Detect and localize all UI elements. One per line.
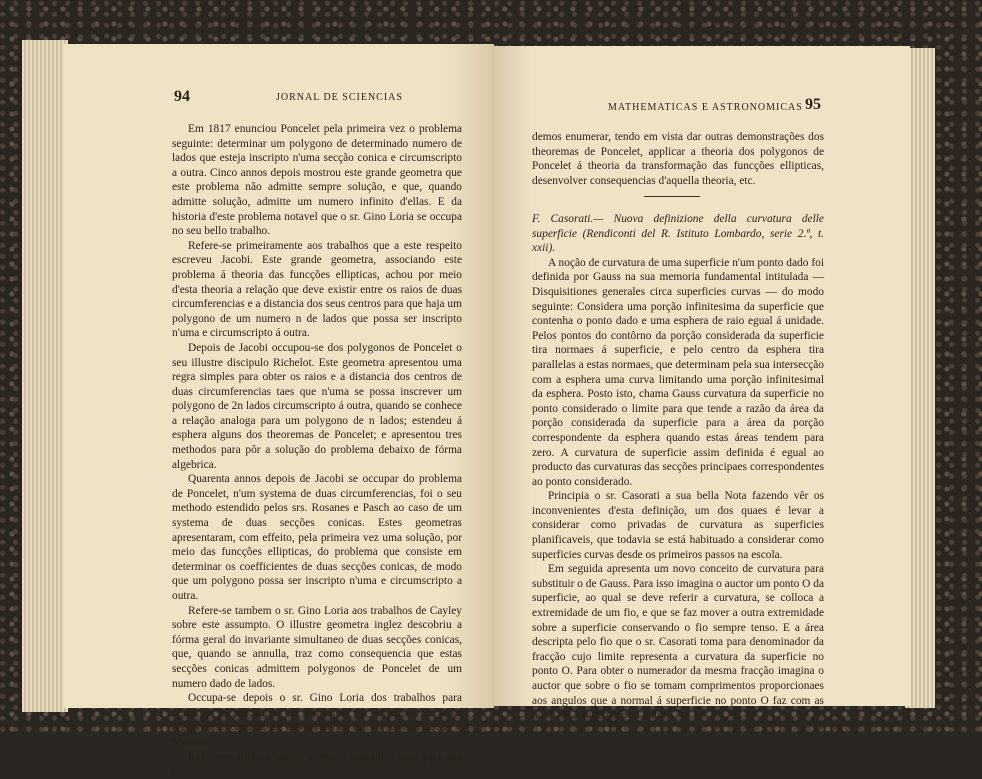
paragraph: Occupa-se depois o sr. Gino Loria dos trabalhos para resolver o problema de Poncelet por meios puramente algebricos, referindo-se aos trabalhos de Mention, Puiseux e Moutard.	[172, 692, 462, 748]
right-body	[532, 130, 824, 188]
paragraph: Quarenta annos depois de Jacobi se occupar do problema de Poncelet, n'um systema de duas circumferencias, foi o seu methodo estendido pelos srs. Rosanes e Pasch ao caso de um systema de duas secções conicas. Estes geometras apresentaram, com effeito, pela primeira vez uma solução, por meio das funcções ellipticas, do problema que consiste em determinar os coefficientes de duas secções conicas, de modo que um polygono possa ser inscripto n'uma e circumscripto a outra.	[172, 473, 462, 602]
paragraph: Depois de Jacobi occupou-se dos polygonos de Poncelet o seu illustre discipulo Richelot. Este geometra apresentou uma regra simples para obter os raios e a distancia dos centros de duas circumferencias taes que n'uma se possa inscrever um polygono de 2n lados circumscripto á outra, quando se conhece a relação analoga para um polygono de n lados; estendeu á esphera alguns dos theoremas de Poncelet; e apresentou tres methodos para pôr a solução do problema debaixo de fórma algebrica.	[172, 341, 462, 471]
entry-author: F. Casorati.	[532, 213, 594, 225]
running-head: MATHEMATICAS E ASTRONOMICAS	[608, 102, 803, 113]
entry-source: (Rendiconti del R. Istituto Lombardo, serie 2.ª, t. xxii).	[532, 227, 824, 255]
page-number: 94	[174, 88, 190, 105]
paragraph: Em 1817 enunciou Poncelet pela primeira vez o problema seguinte: determinar um polygono de determinado numero de lados que esteja inscripto n'uma secção conica e circumscripto a outra. Cinco annos depois mostrou este grande geometra que este problema não admitte sempre solução, e que, quando admitte solução, admitte um numero infinito d'ellas. E da historia d'este problema notavel que o sr. Gino Loria se occupa no seu bello trabalho.	[172, 123, 462, 238]
left-page	[64, 44, 494, 778]
entry-body	[532, 212, 824, 723]
section-divider	[644, 196, 700, 197]
paragraph: Refere-se tambem o sr. Gino Loria aos trabalhos de Cayley sobre este assumpto. O illustre geometra inglez descobriu a fórma geral do invariante simultaneo de duas secções conicas, que, quando se annulla, traz como consequencia que estas secções conicas admittem polygonos de Poncelet de um numero dado de lados.	[172, 604, 462, 690]
page-edges-left	[22, 40, 68, 712]
entry-title: — Nuova definizione della curvatura delle superficie	[532, 213, 824, 240]
paragraph: A noção de curvatura de uma superficie n'um ponto dado foi definida por Gauss na sua memoria fundamental intitulada — Disquisitiones generales circa superficies curvas — do modo seguinte: Considera uma porção infinitesima da superficie que contenha o ponto dado e uma esphera de raio egual á unidade. Pelos pontos do contôrno da porção considerada da superficie tira normaes á superficie, e pelo centro da esphera tira parallelas a estas normaes, que determinam pela sua intersecção com a esphera uma curva limitando uma porção infinitesimal da esphera. Posto isto, chama Gauss curvatura da superficie no ponto considerado o limite para que tende a razão da área da porção considerada da superficie para a área da porção correspondente da esphera quando estas áreas tendem para zero. A curvatura de superficie assim definida é egual ao producto das curvaturas das secções principaes correspondentes ao ponto considerado.	[532, 256, 824, 488]
left-body	[172, 122, 462, 779]
paragraph: Refere-se ainda o auctor a muitos trabalhos, que aqui não po-	[172, 750, 462, 778]
paragraph: Refere-se primeiramente aos trabalhos que a este respeito escreveu Jacobi. Este grande geometra, associando este problema á theoria das funcções ellipticas, achou por meio d'esta theoria a relação que deve existir entre os raios de duas circumferencias e a distancia dos seus centros para que haja um polygono de um numero n de lados que possa ser inscripto n'uma e circumscripto á outra.	[172, 239, 462, 340]
entry-heading	[532, 212, 824, 256]
paragraph: Em seguida apresenta um novo conceito de curvatura para substituir o de Gauss. Para isso imagina o auctor um ponto O da superficie, ao qual se deve referir a curvatura, se colloca a extremidade de um fio, e que se faz mover a outra extremidade sobre a superficie conservando o fio sempre tenso. E a área descripta pelo fio que o sr. Casorati toma para denominador da fracção cujo limite representa a curvatura da superficie no ponto O. Para obter o numerador da mesma fracção imagina o auctor que sobre o fio se tomam comprimentos proporcionaes aos angulos que a normal á superficie no ponto O faz com as normaes á superficie na outra	[532, 563, 825, 722]
paragraph: demos enumerar, tendo em vista dar outras demonstrações dos theoremas de Poncelet, applicar a theoria dos polygonos de Poncelet á theoria da transformação das funcções ellipticas, desenvolver consequencias d'aquella theoria, etc.	[532, 131, 824, 187]
right-page	[492, 46, 910, 722]
paragraph: Principia o sr. Casorati a sua bella Nota fazendo vêr os inconvenientes d'esta definição, um dos quaes é levar a considerar como privadas de curvatura as superficies planificaveis, que todavia se está habituado a considerar como superficies curvas desde os primeiros passos na escola.	[532, 490, 824, 561]
running-head: JORNAL DE SCIENCIAS	[276, 92, 403, 103]
page-number: 95	[805, 96, 821, 113]
